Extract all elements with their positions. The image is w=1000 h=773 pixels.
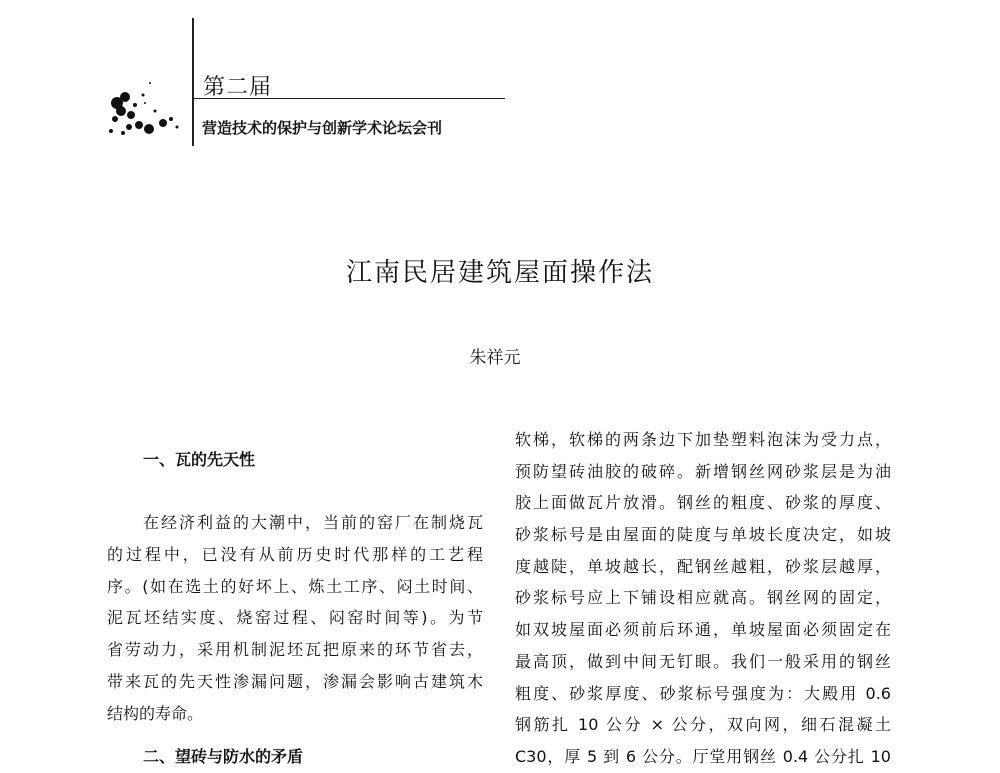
text-line: 砂浆标号是由屋面的陡度与单坡长度决定，如坡 [515, 525, 891, 545]
text-line: 省劳动力，采用机制泥坯瓦把原来的环节省去， [107, 640, 483, 660]
text-line: 序。(如在选土的好坏上、炼土工序、闷土时间、 [107, 576, 483, 596]
section-heading: 一、瓦的先天性 [143, 450, 256, 469]
ink-flower-logo [105, 75, 190, 140]
right-column [515, 424, 891, 773]
text-line: 的过程中，已没有从前历史时代那样的工艺程 [107, 545, 483, 565]
text-line: 胶上面做瓦片放滑。钢丝的粗度、砂浆的厚度、 [515, 493, 891, 513]
article-title: 江南民居建筑屋面操作法 [345, 258, 654, 288]
header-vertical-rule [192, 18, 194, 146]
text-line: 钢筋扎 10 公分 × 公分，双向网，细石混凝土 [515, 715, 891, 735]
text-line: 砂浆标号应上下铺设相应就高。钢丝网的固定， [515, 588, 891, 608]
text-line: 软梯，软梯的两条边下加垫塑料泡沫为受力点， [515, 430, 891, 449]
text-line: 粗度、砂浆厚度、砂浆标号强度为：大殿用 0.6 [515, 683, 891, 703]
text-line: 如双坡屋面必须前后环通，单坡屋面必须固定在 [515, 620, 891, 640]
left-column [107, 444, 483, 773]
text-line: 泥瓦坯结实度、烧窑过程、闷窑时间等)。为节 [107, 608, 483, 628]
section-heading: 二、望砖与防水的矛盾 [143, 747, 304, 767]
text-line: 最高顶，做到中间无钉眼。我们一般采用的钢丝 [515, 651, 891, 671]
text-line: C30，厚 5 到 6 公分。厅堂用钢丝 0.4 公分扎 10 [515, 746, 891, 766]
series-title: 营造技术的保护与创新学术论坛会刊 [202, 119, 443, 137]
edition-label: 第二届 [203, 75, 273, 100]
article-author: 朱祥元 [469, 348, 521, 368]
text-line: 在经济利益的大潮中，当前的窑厂在制烧瓦 [143, 513, 483, 533]
text-line: 带来瓦的先天性渗漏问题，渗漏会影响古建筑木 [107, 671, 483, 691]
text-line: 度越陡，单坡越长，配钢丝越粗，砂浆层越厚， [515, 556, 891, 576]
text-line: 结构的寿命。 [107, 703, 204, 723]
text-line: 预防望砖油胶的破碎。新增钢丝网砂浆层是为油 [515, 461, 891, 481]
